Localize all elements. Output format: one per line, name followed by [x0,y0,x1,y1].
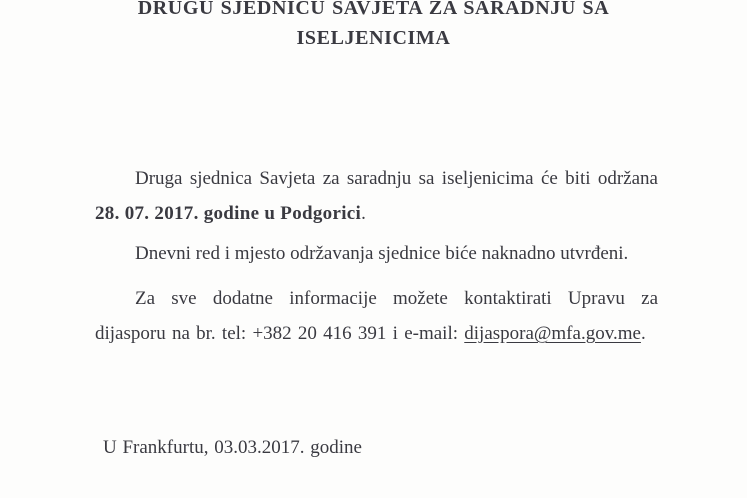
contact-email-prefix: i e-mail: [386,323,465,344]
paragraph-agenda-note [95,236,658,271]
paragraph1-period: . [361,203,366,224]
contact-phone-prefix: dijasporu na br. tel: [95,323,253,344]
paragraph1-line2 [95,196,658,231]
document-title-line2: ISELJENICIMA [296,27,451,49]
dateline-footer: U Frankfurtu, 03.03.2017. godine [103,437,362,458]
paragraph-contact-info [95,281,658,351]
paragraph3-line2 [95,316,658,351]
paragraph3-line1: Za sve dodatne informacije možete kontaktirati Upravu za [135,288,658,309]
paragraph2-line1: Dnevni red i mjesto održavanja sjednice biće naknadno utvrđeni. [135,243,629,264]
contact-phone-number: +382 20 416 391 [252,323,387,344]
session-date-place: 28. 07. 2017. godine u Podgorici [95,203,362,224]
paragraph-session-announcement [95,161,658,231]
document-title-line1: DRUGU SJEDNICU SAVJETA ZA SARADNJU SA [137,0,610,19]
document-title [0,0,747,53]
paragraph3-period: . [640,323,646,344]
paragraph1-line1: Druga sjednica Savjeta za saradnju sa iseljenicima će biti održana [135,168,658,189]
contact-email-address: dijaspora@mfa.gov.me [464,323,641,344]
